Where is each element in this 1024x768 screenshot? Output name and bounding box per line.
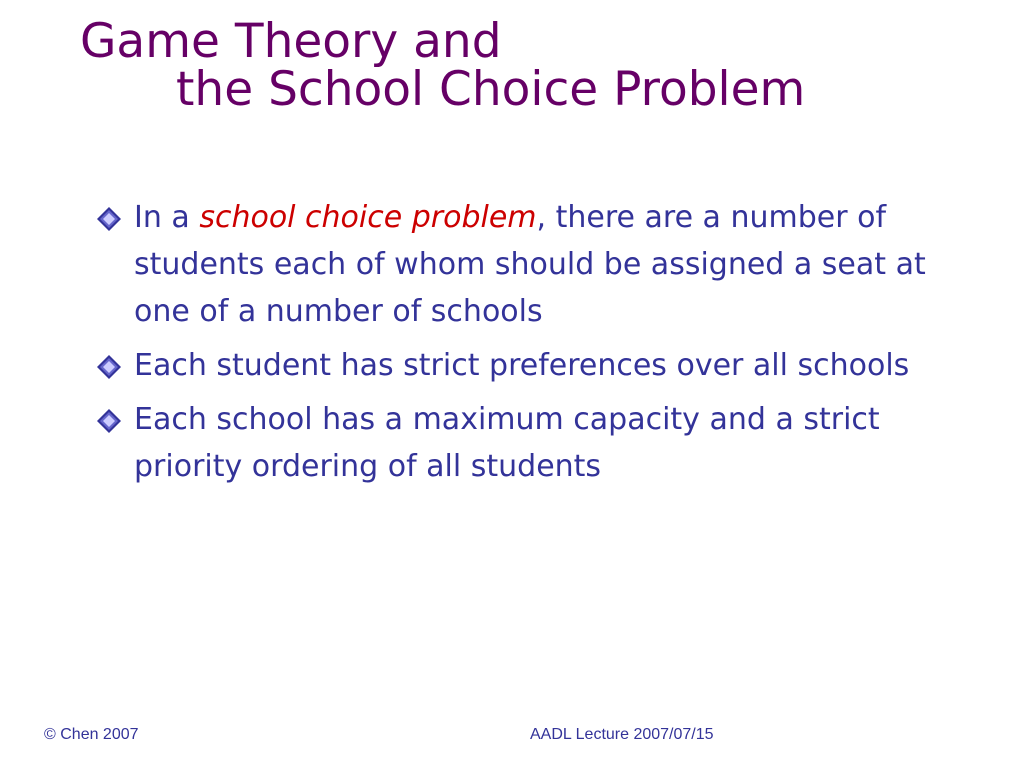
bullet-1-suffix: , there are a number of students each of whom should be assigned a seat at one of a number of schools — [134, 200, 926, 329]
slide-title — [80, 14, 806, 118]
bullet-3-text: Each school has a maximum capacity and a strict priority ordering of all students — [134, 402, 880, 484]
bullet-2-text: Each student has strict preferences over all schools — [134, 348, 910, 383]
diamond-bullet-icon — [96, 408, 122, 434]
title-line-2: the School Choice Problem — [176, 62, 806, 118]
bullet-item-1 — [96, 194, 936, 335]
diamond-bullet-icon — [96, 206, 122, 232]
footer-lecture-info: AADL Lecture 2007/07/15 — [530, 726, 714, 743]
diamond-bullet-icon — [96, 354, 122, 380]
footer-copyright: © Chen 2007 — [44, 726, 139, 743]
bullet-item-3 — [96, 396, 936, 490]
bullet-1-emphasis: school choice problem — [199, 200, 537, 235]
bullet-item-2 — [96, 342, 936, 389]
bullet-1-prefix: In a — [134, 200, 200, 235]
title-line-1: Game Theory and — [80, 14, 502, 69]
bullet-list — [96, 194, 936, 497]
